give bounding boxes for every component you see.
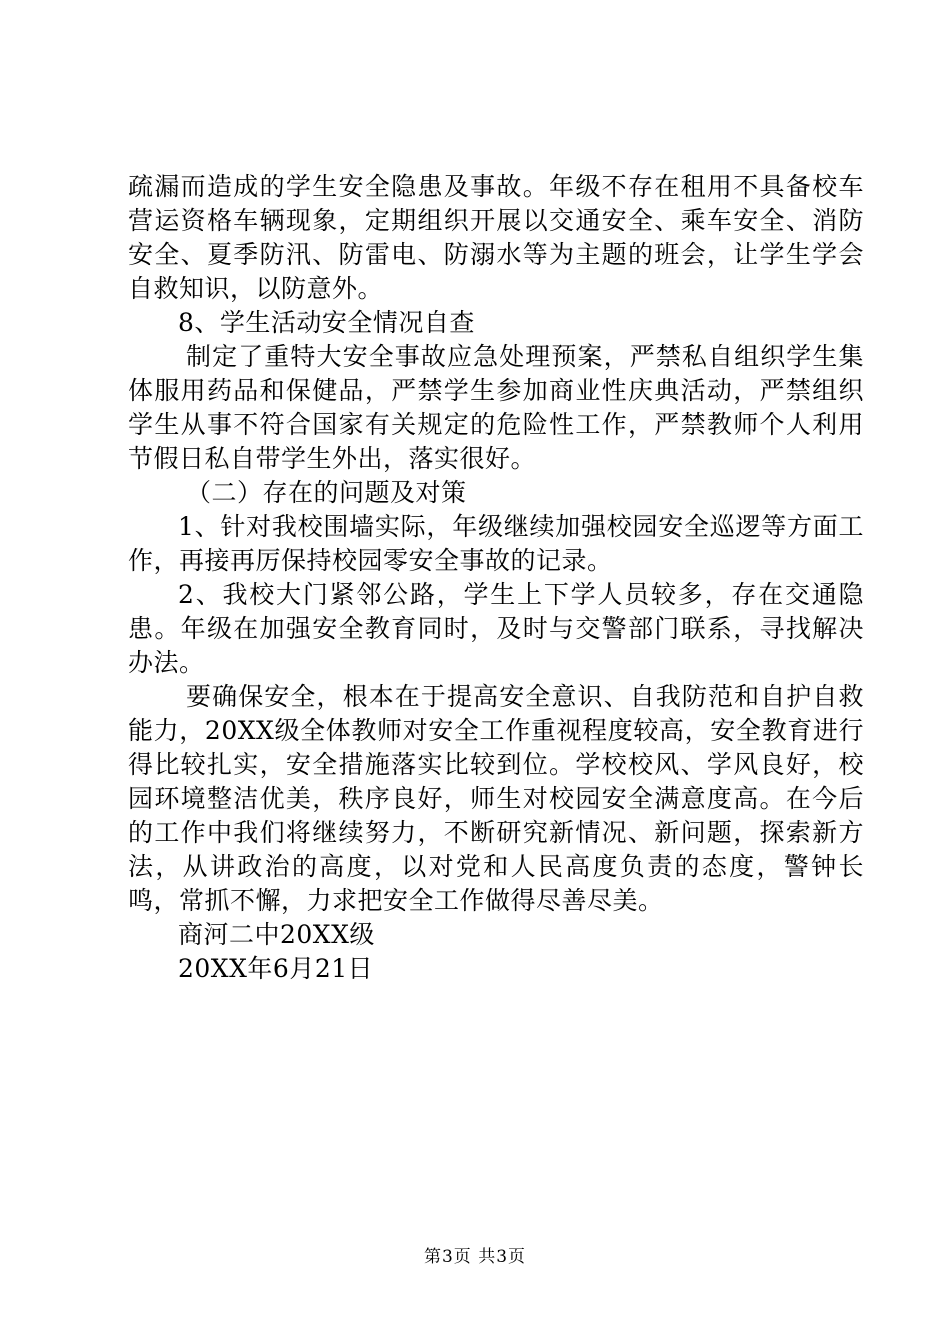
- paragraph-emergency-plan: 制定了重特大安全事故应急处理预案，严禁私自组织学生集体服用药品和保健品，严禁学生参加商业性庆典活动，严禁组织学生从事不符合国家有关规定的危险性工作，严禁教师个人利用节假日私自带学生外出，落实很好。: [128, 342, 864, 473]
- signature-org: 商河二中20XX级: [178, 920, 375, 949]
- paragraph-problem-1: 1、针对我校围墙实际，年级继续加强校园安全巡逻等方面工作，再接再厉保持校园零安全事故的记录。: [128, 512, 864, 575]
- heading-student-activity-check: 8、学生活动安全情况自查: [178, 308, 475, 337]
- page-number-footer: 第3页 共3页: [423, 1247, 527, 1267]
- paragraph-safety-education: 疏漏而造成的学生安全隐患及事故。年级不存在租用不具备校车营运资格车辆现象，定期组织开展以交通安全、乘车安全、消防安全、夏季防汛、防雷电、防溺水等为主题的班会，让学生学会自救知识，以防意外。: [128, 172, 864, 303]
- signature-date: 20XX年6月21日: [178, 954, 374, 983]
- heading-problems-and-measures: （二）存在的问题及对策: [186, 478, 467, 507]
- paragraph-conclusion: 要确保安全，根本在于提高安全意识、自我防范和自护自救能力，20XX级全体教师对安全工作重视程度较高，安全教育进行得比较扎实，安全措施落实比较到位。学校校风、学风良好，校园环境整洁优美，秩序良好，师生对校园安全满意度高。在今后的工作中我们将继续努力，不断研究新情况、新问题，探索新方法，从讲政治的高度，以对党和人民高度负责的态度，警钟长鸣，常抓不懈，力求把安全工作做得尽善尽美。: [128, 682, 864, 915]
- document-body: [128, 170, 864, 986]
- paragraph-problem-2: 2、我校大门紧邻公路，学生上下学人员较多，存在交通隐患。年级在加强安全教育同时，及时与交警部门联系，寻找解决办法。: [128, 580, 864, 677]
